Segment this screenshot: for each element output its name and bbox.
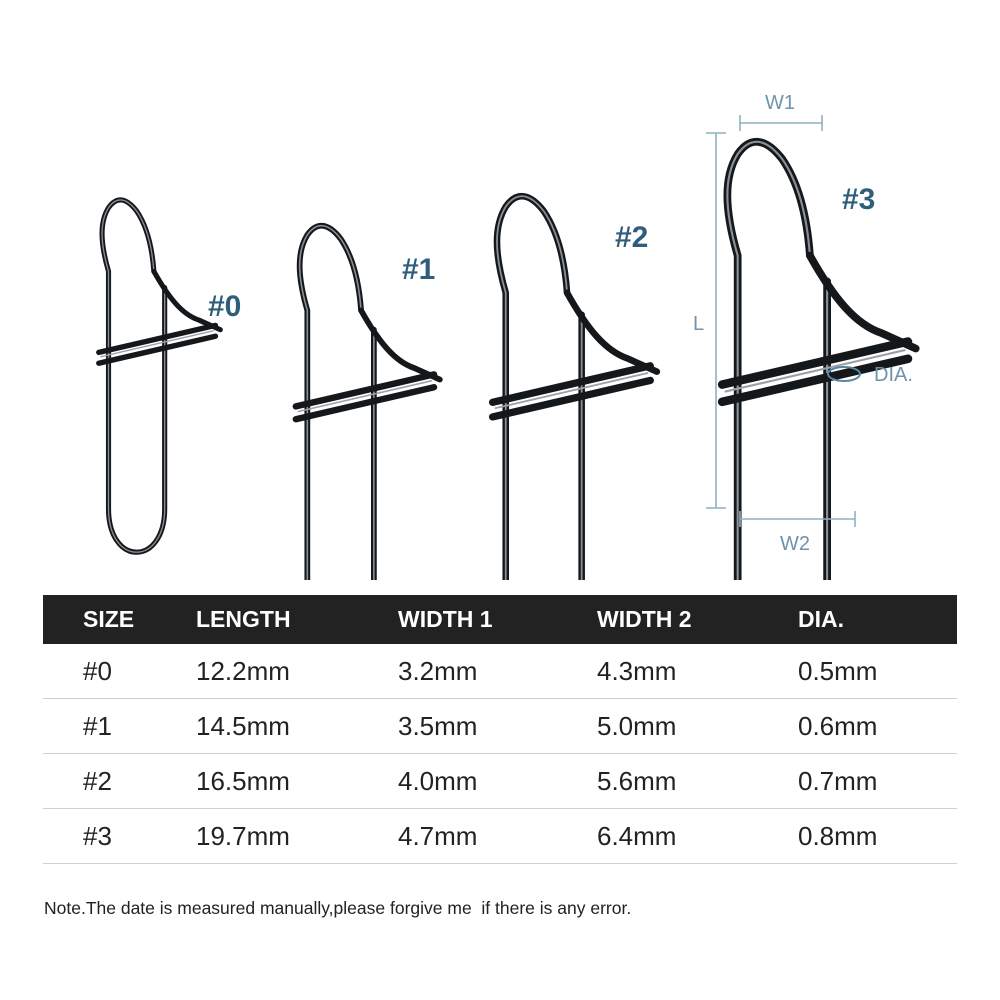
cell-dia: 0.8mm xyxy=(770,809,957,864)
cell-size: #3 xyxy=(43,809,184,864)
measurement-note: Note.The date is measured manually,please forgive me if there is any error. xyxy=(44,898,632,918)
cell-length: 16.5mm xyxy=(184,754,380,809)
cell-length: 12.2mm xyxy=(184,644,380,699)
cell-length: 14.5mm xyxy=(184,699,380,754)
width2-label: W2 xyxy=(780,533,810,555)
snap-size-0-label: #0 xyxy=(208,290,242,323)
cell-width1: 3.5mm xyxy=(380,699,577,754)
cell-length: 19.7mm xyxy=(184,809,380,864)
header-length: LENGTH xyxy=(184,595,380,644)
table-header-row xyxy=(43,595,957,644)
length-label: L xyxy=(693,313,705,335)
spec-table xyxy=(43,595,957,864)
snap-size-1-label: #1 xyxy=(402,253,436,286)
cell-width2: 4.3mm xyxy=(577,644,770,699)
snap-size-3-image xyxy=(722,142,916,580)
snap-size-0-image xyxy=(99,200,221,552)
cell-dia: 0.7mm xyxy=(770,754,957,809)
width1-dimension-marker xyxy=(740,115,822,131)
table-row xyxy=(43,644,957,699)
cell-size: #0 xyxy=(43,644,184,699)
cell-width2: 5.0mm xyxy=(577,699,770,754)
cell-width1: 4.7mm xyxy=(380,809,577,864)
cell-width1: 3.2mm xyxy=(380,644,577,699)
header-width2: WIDTH 2 xyxy=(577,595,770,644)
snap-size-3-label: #3 xyxy=(842,183,876,216)
header-dia: DIA. xyxy=(770,595,957,644)
length-dimension-marker xyxy=(706,133,726,508)
width2-dimension-marker xyxy=(740,511,855,527)
cell-size: #1 xyxy=(43,699,184,754)
table-row xyxy=(43,699,957,754)
snap-size-2-label: #2 xyxy=(615,221,649,254)
table-row xyxy=(43,809,957,864)
table-row xyxy=(43,754,957,809)
diameter-label: DIA. xyxy=(874,364,913,386)
header-size: SIZE xyxy=(43,595,184,644)
cell-dia: 0.5mm xyxy=(770,644,957,699)
cell-dia: 0.6mm xyxy=(770,699,957,754)
cell-width2: 5.6mm xyxy=(577,754,770,809)
width1-label: W1 xyxy=(765,92,795,114)
cell-size: #2 xyxy=(43,754,184,809)
header-width1: WIDTH 1 xyxy=(380,595,577,644)
cell-width1: 4.0mm xyxy=(380,754,577,809)
cell-width2: 6.4mm xyxy=(577,809,770,864)
